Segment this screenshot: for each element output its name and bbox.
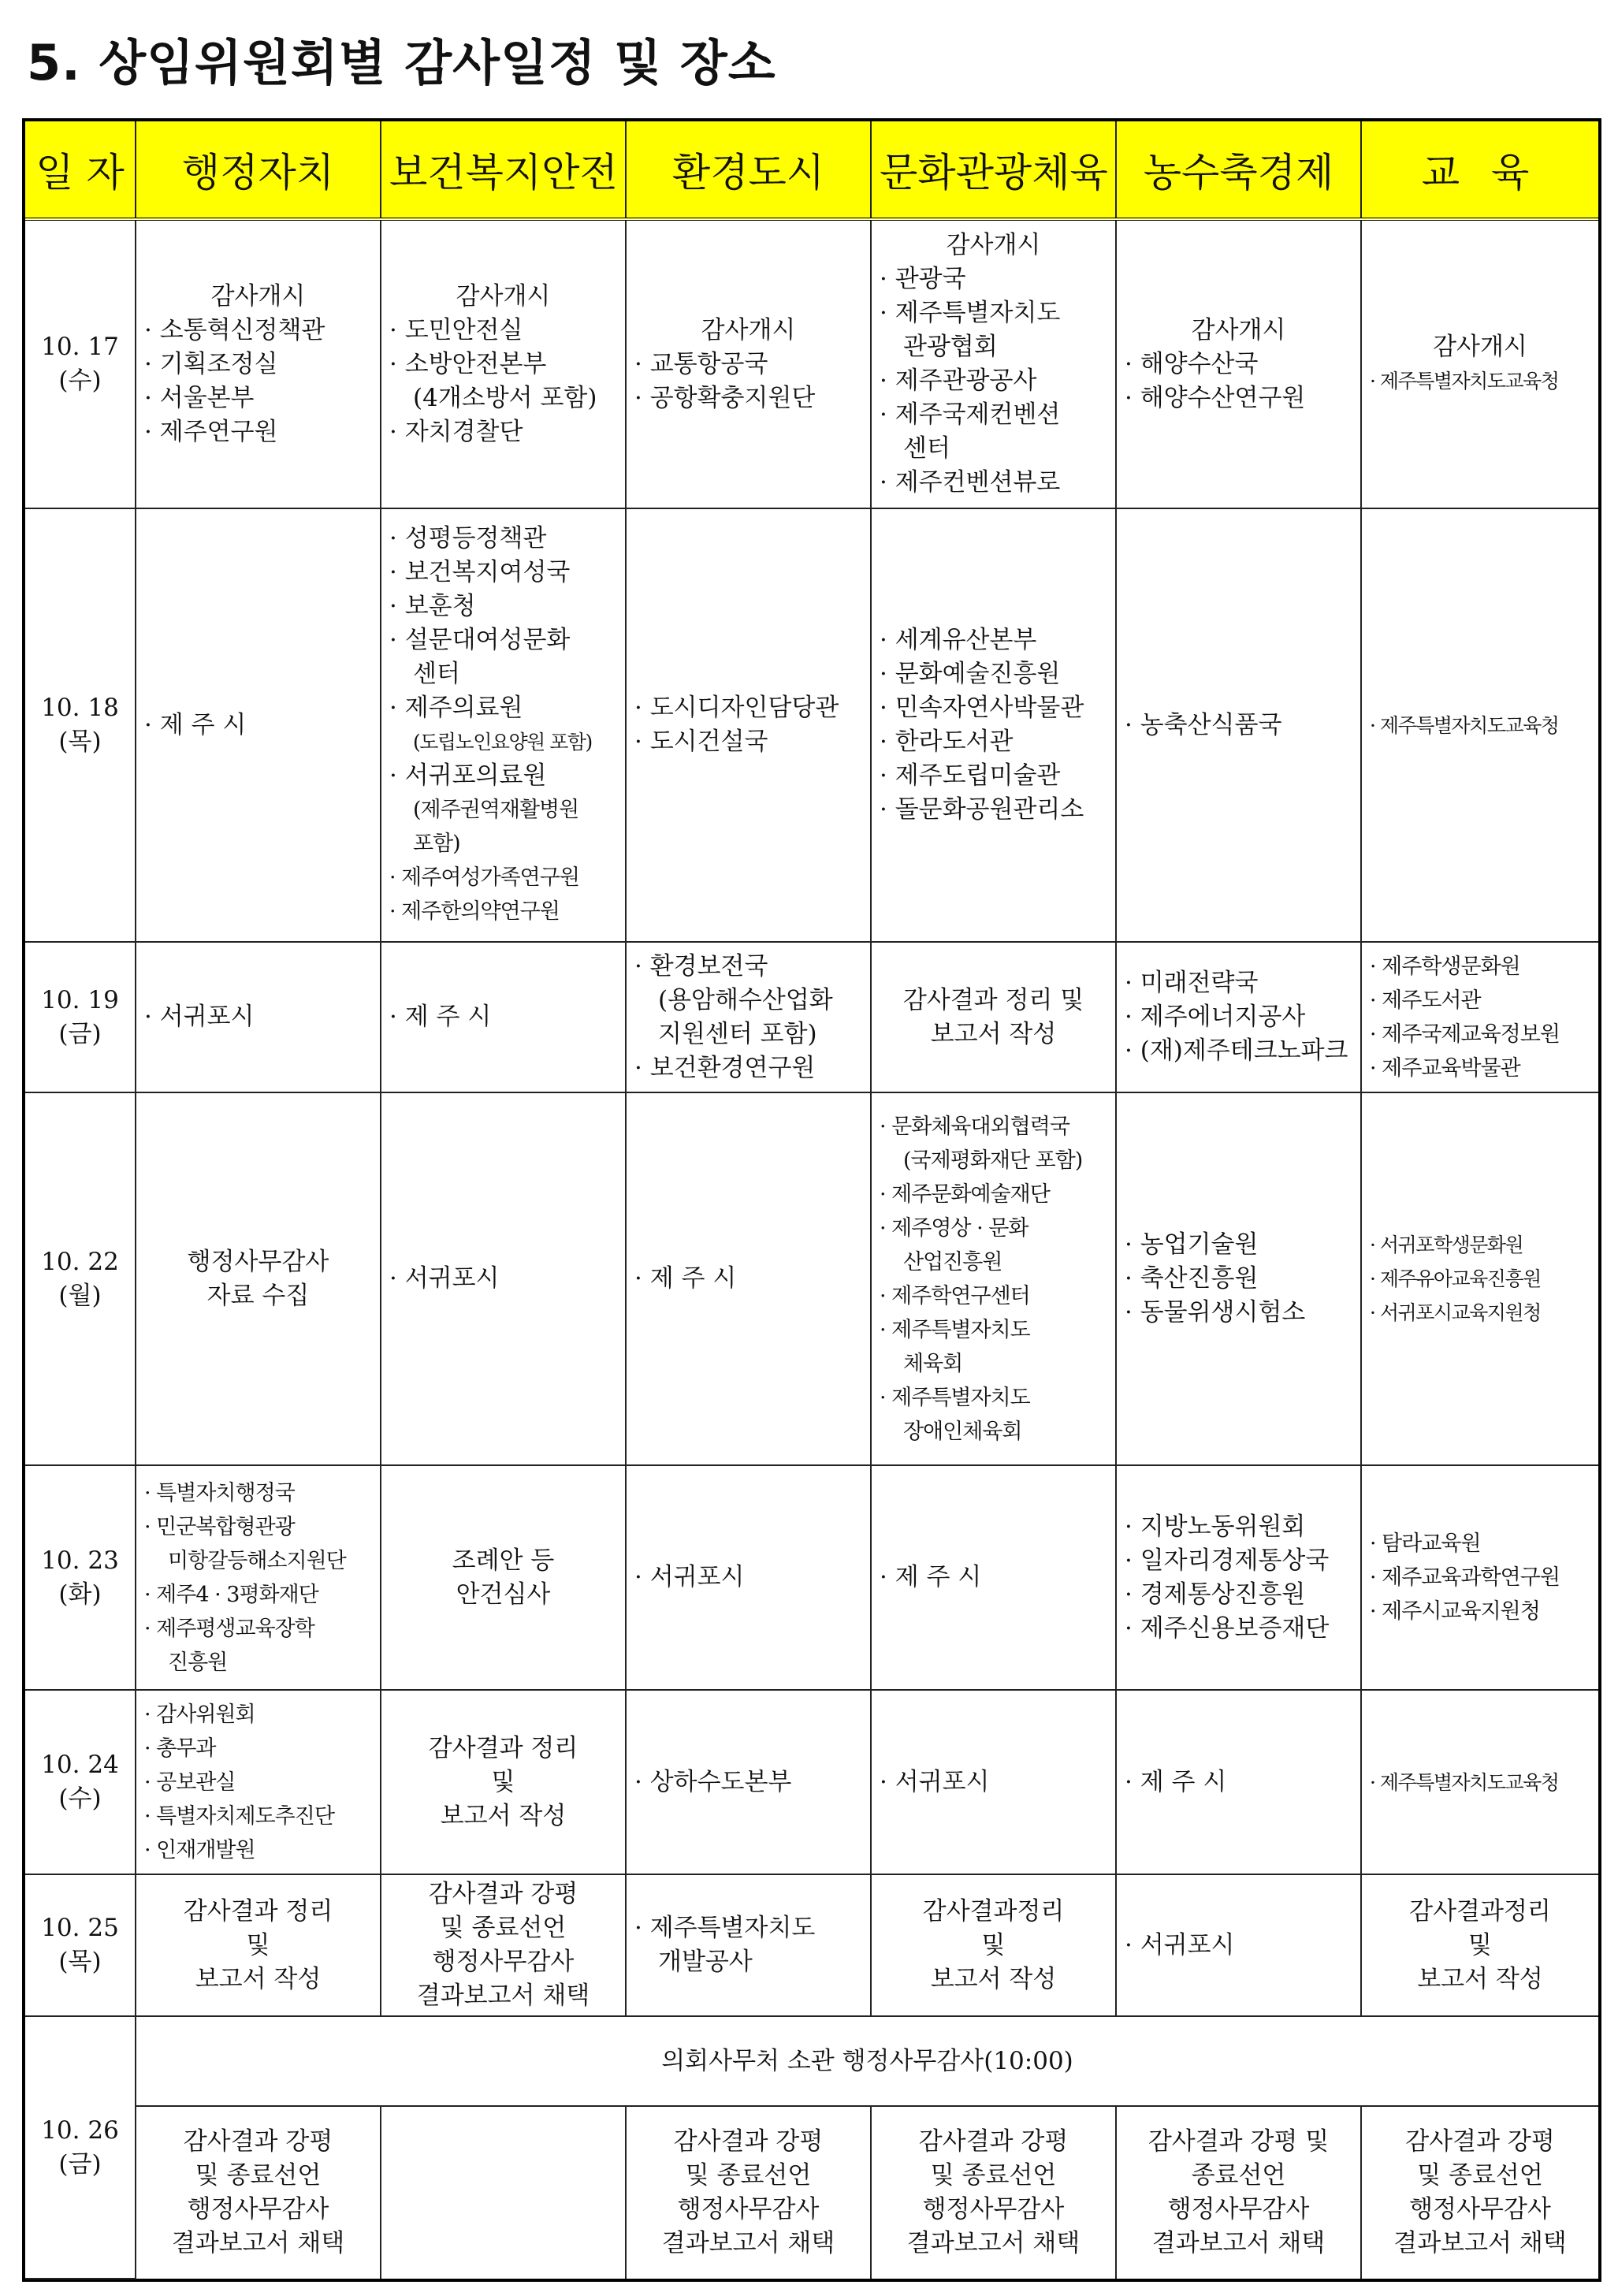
list-item: · 돌문화공원관리소 — [880, 793, 1107, 827]
header-row — [25, 121, 1598, 219]
item-list — [389, 522, 617, 725]
cell-edu — [1361, 1690, 1598, 1874]
list-item: · 제주학연구센터 — [880, 1279, 1107, 1313]
cell-agri — [1116, 1092, 1361, 1465]
list-item: · 서귀포의료원 — [389, 759, 617, 793]
cell-edu: 감사결과 강평 및 종료선언 행정사무감사 결과보고서 채택 — [1361, 2106, 1598, 2279]
list-item: · 도민안전실 — [389, 314, 617, 348]
cell-admin: 감사결과 정리 및 보고서 작성 — [136, 1874, 381, 2016]
cell-agri — [1116, 508, 1361, 942]
cell-edu — [1361, 219, 1598, 508]
list-item: · 제주학생문화원 — [1370, 950, 1590, 984]
list-item: · 특별자치행정국 — [144, 1476, 372, 1510]
cell-env — [626, 1465, 871, 1690]
date-cell: 10. 17 (수) — [25, 219, 136, 508]
date-cell: 10. 23 (화) — [25, 1465, 136, 1690]
list-item: · 자치경찰단 — [389, 415, 617, 449]
cell-edu — [1361, 942, 1598, 1092]
cell-culture: 감사결과 정리 및 보고서 작성 — [871, 942, 1116, 1092]
header-culture: 문화관광체육 — [871, 121, 1116, 219]
item-list — [144, 709, 372, 742]
header-date: 일 자 — [25, 121, 136, 219]
item-list — [389, 861, 617, 928]
list-item: · 제주영상 · 문화 산업진흥원 — [880, 1211, 1107, 1279]
item-list — [144, 314, 372, 449]
date-cell: 10. 24 (수) — [25, 1690, 136, 1874]
list-item: · 한라도서관 — [880, 725, 1107, 759]
cell-edu — [1361, 1092, 1598, 1465]
item-list — [880, 1766, 1107, 1799]
date-cell: 10. 26 (금) — [25, 2016, 136, 2279]
list-item: · 기획조정실 — [144, 348, 372, 381]
list-item: · 교통항공국 — [634, 348, 862, 381]
item-list — [389, 314, 617, 449]
cell-edu: 감사결과정리 및 보고서 작성 — [1361, 1874, 1598, 2016]
list-item: · 서울본부 — [144, 381, 372, 415]
cell-culture — [871, 1092, 1116, 1465]
list-item: · 서귀포시 — [1125, 1929, 1352, 1963]
list-item: · (재)제주테크노파크 — [1125, 1034, 1352, 1068]
item-list — [1370, 364, 1590, 398]
cell-admin — [136, 219, 381, 508]
cell-edu — [1361, 508, 1598, 942]
list-item: · 서귀포시 — [389, 1262, 617, 1296]
cell-admin — [136, 508, 381, 942]
list-item: · 탐라교육원 — [1370, 1527, 1590, 1561]
item-list — [1370, 950, 1590, 1085]
list-item: · 보건복지여성국 — [389, 556, 617, 590]
item-list — [634, 348, 862, 415]
cell-welfare — [381, 2106, 626, 2279]
header-edu: 교 육 — [1361, 121, 1598, 219]
list-item: · 상하수도본부 — [634, 1766, 862, 1799]
item-list — [1370, 1527, 1590, 1628]
cell-welfare: 조례안 등 안건심사 — [381, 1465, 626, 1690]
date-cell: 10. 19 (금) — [25, 942, 136, 1092]
item-list — [1125, 966, 1352, 1068]
list-item: · 도시디자인담당관 — [634, 691, 862, 725]
list-item: · 총무과 — [144, 1732, 372, 1766]
list-item: · 특별자치제도추진단 — [144, 1799, 372, 1833]
list-item: · 제주특별자치도 개발공사 — [634, 1911, 862, 1979]
cell-welfare — [381, 942, 626, 1092]
list-item: · 제주국제컨벤션 센터 — [880, 398, 1107, 466]
item-list — [1125, 1228, 1352, 1330]
cell-env — [626, 1690, 871, 1874]
cell-admin — [136, 942, 381, 1092]
list-item: · 공보관실 — [144, 1766, 372, 1799]
list-item: · 축산진흥원 — [1125, 1262, 1352, 1296]
audit-schedule-table — [25, 121, 1598, 2279]
list-item: · 지방노동위원회 — [1125, 1510, 1352, 1544]
cell-admin: 행정사무감사 자료 수집 — [136, 1092, 381, 1465]
list-item: · 소통혁신정책관 — [144, 314, 372, 348]
list-item: · 서귀포학생문화원 — [1370, 1228, 1590, 1262]
list-item: · 제 주 시 — [634, 1262, 862, 1296]
list-item: · 경제통상진흥원 — [1125, 1578, 1352, 1612]
table-row — [25, 942, 1598, 1092]
list-item: · 제주유아교육진흥원 — [1370, 1262, 1590, 1296]
item-list — [1125, 1766, 1352, 1799]
cell-welfare: 감사결과 강평 및 종료선언 행정사무감사 결과보고서 채택 — [381, 1874, 626, 2016]
cell-env: 감사결과 강평 및 종료선언 행정사무감사 결과보고서 채택 — [626, 2106, 871, 2279]
cell-agri — [1116, 1465, 1361, 1690]
table-row — [25, 1092, 1598, 1465]
date-cell: 10. 22 (월) — [25, 1092, 136, 1465]
item-list — [1125, 1929, 1352, 1963]
cell-edu — [1361, 1465, 1598, 1690]
list-item: · 제주4 · 3평화재단 — [144, 1578, 372, 1612]
list-item: · 제주특별자치도 장애인체육회 — [880, 1381, 1107, 1449]
list-item: · 해양수산연구원 — [1125, 381, 1352, 415]
table-row — [25, 1465, 1598, 1690]
list-item: · 환경보전국 (용암해수산업화 지원센터 포함) — [634, 950, 862, 1051]
list-item: · 제주연구원 — [144, 415, 372, 449]
item-list — [1125, 1510, 1352, 1646]
item-list — [634, 950, 862, 1085]
item-list — [389, 759, 617, 793]
list-item: · 농업기술원 — [1125, 1228, 1352, 1262]
cell-env — [626, 942, 871, 1092]
cell-welfare: 감사결과 정리 및 보고서 작성 — [381, 1690, 626, 1874]
list-item: · 제주평생교육장학 진흥원 — [144, 1612, 372, 1680]
cell-heading: 감사개시 — [1433, 333, 1527, 361]
list-item: · 민군복합형관광 미항갈등해소지원단 — [144, 1510, 372, 1578]
cell-agri — [1116, 1874, 1361, 2016]
cell-agri — [1116, 1690, 1361, 1874]
list-item: · 서귀포시 — [880, 1766, 1107, 1799]
list-item: · 제 주 시 — [389, 1000, 617, 1034]
cell-culture — [871, 1690, 1116, 1874]
cell-note: (제주권역재활병원 포함) — [413, 798, 579, 856]
cell-culture: 감사결과정리 및 보고서 작성 — [871, 1874, 1116, 2016]
list-item: · 제주도립미술관 — [880, 759, 1107, 793]
list-item: · 제주여성가족연구원 — [389, 861, 617, 895]
list-item: · 제주관광공사 — [880, 364, 1107, 398]
cell-agri: 감사결과 강평 및 종료선언 행정사무감사 결과보고서 채택 — [1116, 2106, 1361, 2279]
item-list — [389, 1262, 617, 1296]
list-item: · 미래전략국 — [1125, 966, 1352, 1000]
list-item: · 일자리경제통상국 — [1125, 1544, 1352, 1578]
list-item: · 제 주 시 — [1125, 1766, 1352, 1799]
list-item: · 제주특별자치도교육청 — [1370, 364, 1590, 398]
list-item: · 제주국제교육정보원 — [1370, 1018, 1590, 1051]
table-row — [25, 2016, 1598, 2106]
cell-welfare — [381, 219, 626, 508]
cell-heading: 감사개시 — [701, 315, 796, 344]
list-item: · 서귀포시 — [144, 1000, 372, 1034]
item-list — [1370, 1766, 1590, 1799]
list-item: · 제주시교육지원청 — [1370, 1595, 1590, 1628]
item-list — [144, 1476, 372, 1680]
cell-admin — [136, 1690, 381, 1874]
cell-env — [626, 1092, 871, 1465]
cell-heading: 감사개시 — [210, 281, 306, 311]
date-cell: 10. 18 (목) — [25, 508, 136, 942]
list-item: · 문화예술진흥원 — [880, 657, 1107, 691]
table-row — [25, 1690, 1598, 1874]
cell-env — [626, 219, 871, 508]
list-item: · 감사위원회 — [144, 1698, 372, 1732]
list-item: · 제주교육과학연구원 — [1370, 1561, 1590, 1595]
cell-welfare — [381, 1092, 626, 1465]
list-item: · 해양수산국 — [1125, 348, 1352, 381]
cell-agri — [1116, 942, 1361, 1092]
date-cell: 10. 25 (목) — [25, 1874, 136, 2016]
list-item: · 제주특별자치도 관광협회 — [880, 296, 1107, 364]
list-item: · 제주특별자치도교육청 — [1370, 709, 1590, 742]
cell-heading: 감사개시 — [1191, 315, 1286, 344]
list-item: · 문화체육대외협력국 (국제평화재단 포함) — [880, 1110, 1107, 1178]
item-list — [389, 1000, 617, 1034]
list-item: · 민속자연사박물관 — [880, 691, 1107, 725]
list-item: · 농축산식품국 — [1125, 709, 1352, 742]
list-item: · 서귀포시교육지원청 — [1370, 1296, 1590, 1330]
list-item: · 제주도서관 — [1370, 984, 1590, 1018]
item-list — [880, 1110, 1107, 1449]
cell-culture — [871, 219, 1116, 508]
item-list — [1370, 709, 1590, 742]
document-title: 5. 상임위원회별 감사일정 및 장소 — [27, 34, 776, 91]
list-item: · 제주컨벤션뷰로 — [880, 466, 1107, 500]
list-item: · 관광국 — [880, 262, 1107, 296]
schedule-frame — [22, 118, 1601, 2282]
table-row — [25, 2106, 1598, 2279]
list-item: · 제 주 시 — [144, 709, 372, 742]
list-item: · 공항확충지원단 — [634, 381, 862, 415]
cell-heading: 감사개시 — [456, 281, 551, 311]
list-item: · 보훈청 — [389, 590, 617, 623]
list-item: · 제주신용보증재단 — [1125, 1612, 1352, 1646]
cell-admin: 감사결과 강평 및 종료선언 행정사무감사 결과보고서 채택 — [136, 2106, 381, 2279]
item-list — [634, 1911, 862, 1979]
list-item: · 제주문화예술재단 — [880, 1178, 1107, 1211]
list-item: · 제주의료원 — [389, 691, 617, 725]
cell-env — [626, 1874, 871, 2016]
header-admin: 행정자치 — [136, 121, 381, 219]
cell-note: (도립노인요양원 포함) — [413, 731, 592, 754]
item-list — [144, 1000, 372, 1034]
header-agri: 농수축경제 — [1116, 121, 1361, 219]
list-item: · 제주한의약연구원 — [389, 895, 617, 928]
list-item: · 제 주 시 — [880, 1561, 1107, 1595]
list-item: · 보건환경연구원 — [634, 1051, 862, 1085]
list-item: · 성평등정책관 — [389, 522, 617, 556]
table-row — [25, 219, 1598, 508]
list-item: · 인재개발원 — [144, 1833, 372, 1867]
item-list — [634, 1262, 862, 1296]
list-item: · 제주특별자치도교육청 — [1370, 1766, 1590, 1799]
list-item: · 제주에너지공사 — [1125, 1000, 1352, 1034]
list-item: · 제주교육박물관 — [1370, 1051, 1590, 1085]
header-env: 환경도시 — [626, 121, 871, 219]
item-list — [1370, 1228, 1590, 1330]
council-audit-banner: 의회사무처 소관 행정사무감사(10:00) — [136, 2016, 1598, 2106]
list-item: · 도시건설국 — [634, 725, 862, 759]
cell-agri — [1116, 219, 1361, 508]
list-item: · 세계유산본부 — [880, 623, 1107, 657]
table-row — [25, 1874, 1598, 2016]
list-item: · 소방안전본부 (4개소방서 포함) — [389, 348, 617, 415]
header-welfare: 보건복지안전 — [381, 121, 626, 219]
list-item: · 동물위생시험소 — [1125, 1296, 1352, 1330]
cell-culture — [871, 1465, 1116, 1690]
item-list — [634, 691, 862, 759]
list-item: · 서귀포시 — [634, 1561, 862, 1595]
cell-heading: 감사개시 — [946, 231, 1041, 259]
item-list — [880, 623, 1107, 827]
item-list — [144, 1698, 372, 1867]
item-list — [1125, 348, 1352, 415]
list-item: · 설문대여성문화 센터 — [389, 623, 617, 691]
cell-culture — [871, 508, 1116, 942]
cell-admin — [136, 1465, 381, 1690]
table-row — [25, 508, 1598, 942]
list-item: · 제주특별자치도 체육회 — [880, 1313, 1107, 1381]
cell-env — [626, 508, 871, 942]
item-list — [634, 1561, 862, 1595]
item-list — [880, 262, 1107, 500]
item-list — [634, 1766, 862, 1799]
item-list — [1125, 709, 1352, 742]
item-list — [880, 1561, 1107, 1595]
cell-culture: 감사결과 강평 및 종료선언 행정사무감사 결과보고서 채택 — [871, 2106, 1116, 2279]
cell-welfare — [381, 508, 626, 942]
